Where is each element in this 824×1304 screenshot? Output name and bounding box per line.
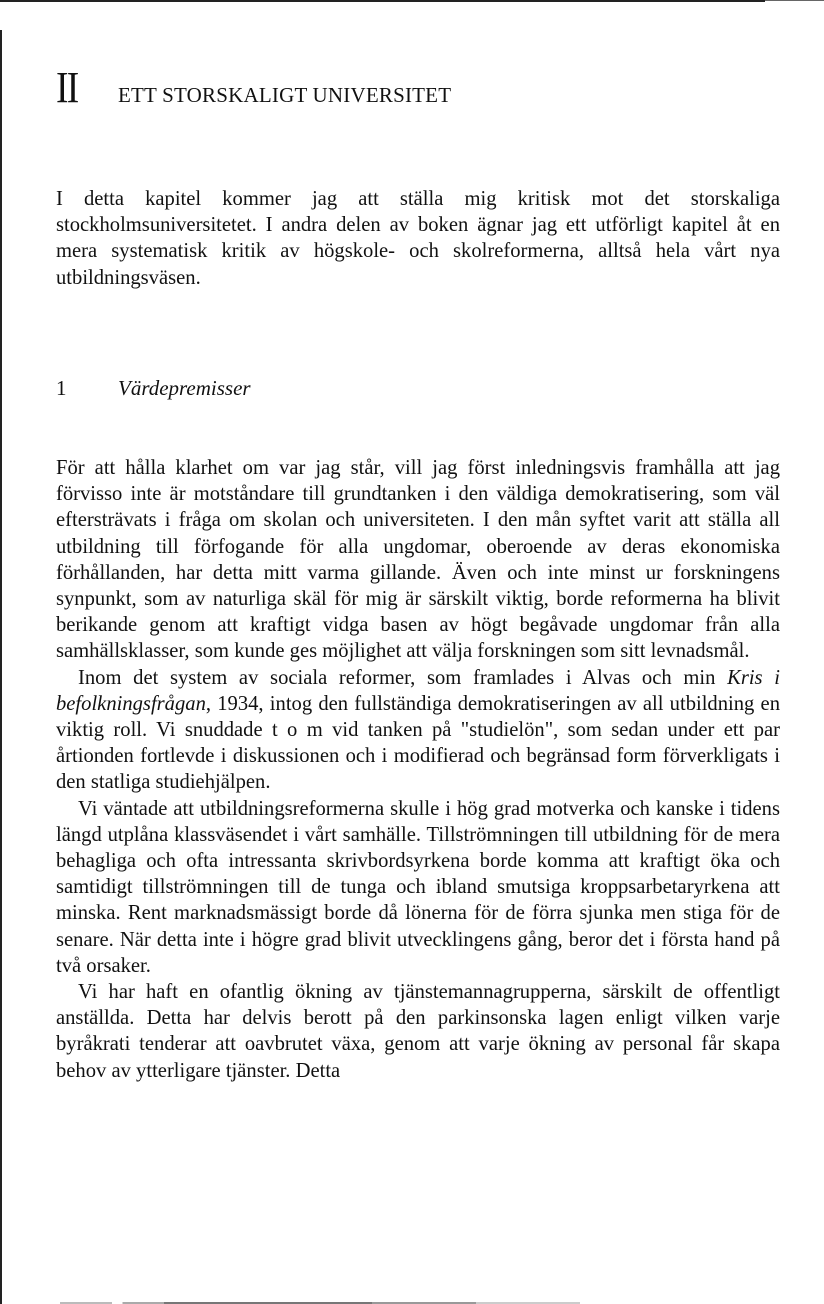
book-title-citation: Kris i befolkningsfrågan — [56, 666, 780, 715]
section-number: 1 — [56, 376, 67, 400]
paragraph-text: , 1934, intog den fullständiga demokratiseringen av all utbildning en viktig roll. Vi snuddade t o m vid tanken på "studielön", som sedan under ett par årtionden fortlevde i diskussionen och i modifierad och begränsad form förverkligats i den statliga studiehjälpen. — [56, 692, 780, 794]
chapter-title: ETT STORSKALIGT UNIVERSITET — [118, 83, 452, 107]
intro-paragraph-block — [56, 186, 780, 291]
section-heading — [56, 376, 251, 401]
chapter-header — [56, 63, 452, 112]
scan-edge-top-faint — [765, 0, 824, 1]
chapter-numeral: II — [56, 63, 78, 112]
paragraph: Vi har haft en ofantlig ökning av tjänstemannagrupperna, särskilt de offentligt anställda. Detta har delvis berott på den parkinsonska lagen enligt vilken varje byråkrati tenderar att oavbrutet växa, genom att varje ökning av personal får skapa behov av ytterligare tjänster. Detta — [56, 981, 780, 1082]
body-text — [56, 455, 780, 1084]
scan-edge-top — [0, 0, 765, 2]
paragraph: Vi väntade att utbildningsreformerna skulle i hög grad motverka och kanske i tidens längd utplåna klassväsendet i vårt samhälle. Tillströmningen till utbildning för de mera behagliga och ofta intressanta skrivbordsyrkena borde komma att kraftigt öka och samtidigt tillströmningen till de tunga och ibland smutsiga kroppsarbetaryrkena att minska. Rent marknadsmässigt borde då lönerna för de förra sjunka men stiga för de senare. När detta inte i högre grad blivit utvecklingens gång, beror det i första hand på två orsaker. — [56, 797, 780, 977]
paragraph: För att hålla klarhet om var jag står, vill jag först inledningsvis framhålla att jag förvisso inte är motståndare till grundtanken i den väldiga demokratisering, som väl eftersträvats i fråga om skolan och universiteten. I den mån syftet varit att ställa all utbildning till förfogande för alla ungdomar, oberoende av deras ekonomiska förhållanden, har detta mitt varma gillande. Även och inte minst ur forskningens synpunkt, som av naturliga skäl för mig är särskilt viktig, borde reformerna ha blivit berikande genom att kraftigt vidga basen av högt begåvade ungdomar från alla samhällsklasser, som kunde ges möjlighet att välja forskningen som sitt levnadsmål. — [56, 457, 780, 663]
paragraph — [56, 665, 780, 796]
section-title: Värdepremisser — [118, 376, 251, 400]
intro-paragraph: I detta kapitel kommer jag att ställa mig kritisk mot det storskaliga stockholmsuniversitetet. I andra delen av boken ägnar jag ett utförligt kapitel åt en mera systematisk kritik av högskole- och skolreformerna, alltså hela vårt nya utbildningsväsen. — [56, 188, 780, 289]
paragraph-text: Inom det system av sociala reformer, som framlades i Alvas och min — [78, 666, 728, 689]
scan-edge-left — [0, 30, 2, 1304]
